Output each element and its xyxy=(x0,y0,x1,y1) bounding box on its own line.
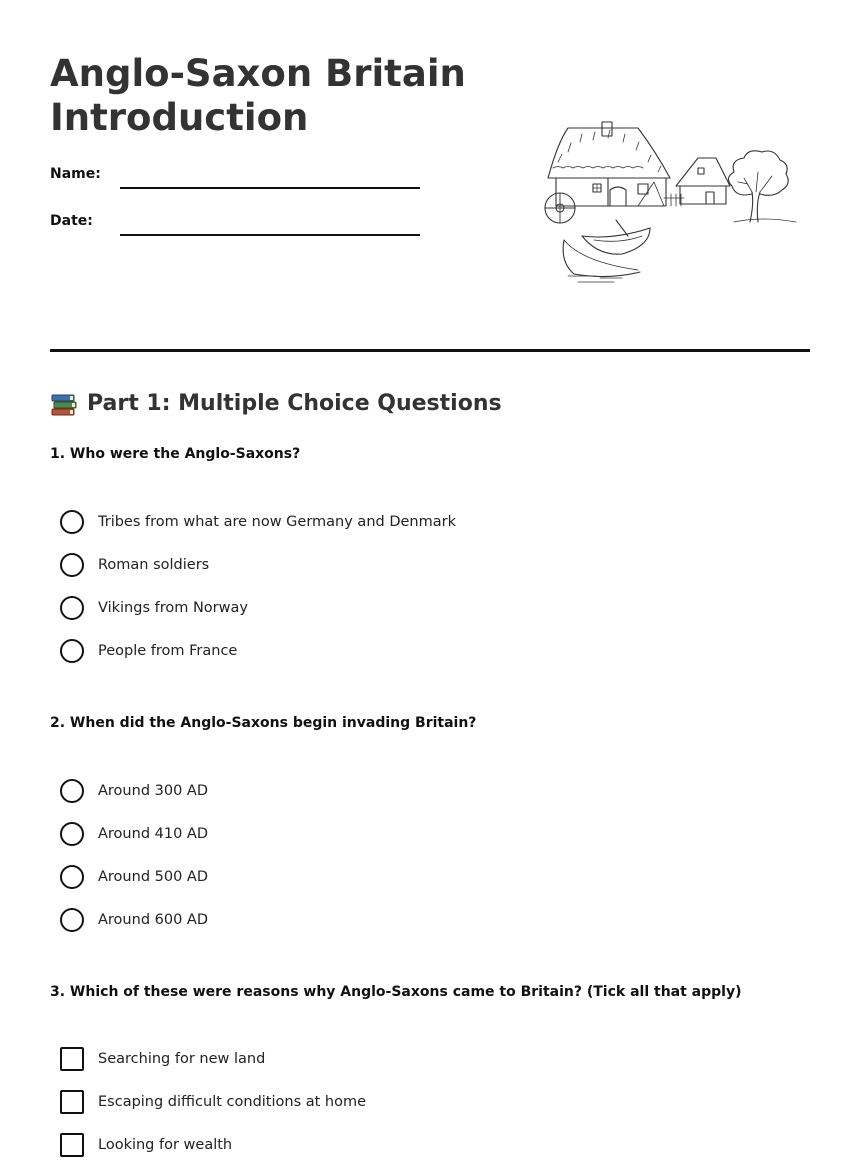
option-label: Looking for wealth xyxy=(98,1137,233,1153)
q1-option-2[interactable] xyxy=(60,552,209,578)
option-label: Around 600 AD xyxy=(98,912,208,928)
option-label: Vikings from Norway xyxy=(98,600,248,616)
books-icon xyxy=(50,391,78,417)
part1-heading xyxy=(50,388,502,420)
boats-drawing xyxy=(563,220,650,282)
question-1: 1. Who were the Anglo-Saxons? xyxy=(50,446,301,462)
q1-option-3[interactable] xyxy=(60,595,248,621)
radio-button[interactable] xyxy=(60,553,84,577)
cottage-drawing xyxy=(676,158,730,204)
option-label: Searching for new land xyxy=(98,1051,266,1067)
checkbox[interactable] xyxy=(60,1090,84,1114)
option-label: People from France xyxy=(98,643,238,659)
q2-option-1[interactable] xyxy=(60,778,208,804)
radio-button[interactable] xyxy=(60,865,84,889)
name-field[interactable] xyxy=(120,187,420,189)
option-label: Around 500 AD xyxy=(98,869,208,885)
option-label: Escaping difficult conditions at home xyxy=(98,1094,367,1110)
radio-button[interactable] xyxy=(60,596,84,620)
question-3: 3. Which of these were reasons why Anglo-Saxons came to Britain? (Tick all that apply) xyxy=(50,984,742,1000)
checkbox[interactable] xyxy=(60,1133,84,1157)
date-label: Date: xyxy=(50,213,93,229)
option-label: Around 410 AD xyxy=(98,826,208,842)
option-label: Tribes from what are now Germany and Denmark xyxy=(98,514,456,530)
part1-heading-text: Part 1: Multiple Choice Questions xyxy=(87,391,502,416)
shield-drawing xyxy=(545,193,575,223)
thatched-house-drawing xyxy=(548,122,670,206)
option-label: Roman soldiers xyxy=(98,557,210,573)
checkbox[interactable] xyxy=(60,1047,84,1071)
q1-option-4[interactable] xyxy=(60,638,237,664)
worksheet-title xyxy=(50,52,466,140)
question-2: 2. When did the Anglo-Saxons begin invading Britain? xyxy=(50,715,477,731)
date-field[interactable] xyxy=(120,234,420,236)
q3-option-3[interactable] xyxy=(60,1132,232,1158)
title-line-1: Anglo-Saxon Britain xyxy=(50,52,466,95)
name-label: Name: xyxy=(50,166,101,182)
village-illustration xyxy=(538,112,800,288)
radio-button[interactable] xyxy=(60,779,84,803)
q1-option-1[interactable] xyxy=(60,509,456,535)
title-line-2: Introduction xyxy=(50,96,309,139)
q3-option-1[interactable] xyxy=(60,1046,265,1072)
q2-option-3[interactable] xyxy=(60,864,208,890)
option-label: Around 300 AD xyxy=(98,783,208,799)
q3-option-2[interactable] xyxy=(60,1089,366,1115)
section-divider xyxy=(50,349,810,352)
radio-button[interactable] xyxy=(60,510,84,534)
q2-option-4[interactable] xyxy=(60,907,208,933)
tree-drawing xyxy=(728,151,796,222)
q2-option-2[interactable] xyxy=(60,821,208,847)
radio-button[interactable] xyxy=(60,908,84,932)
radio-button[interactable] xyxy=(60,822,84,846)
radio-button[interactable] xyxy=(60,639,84,663)
